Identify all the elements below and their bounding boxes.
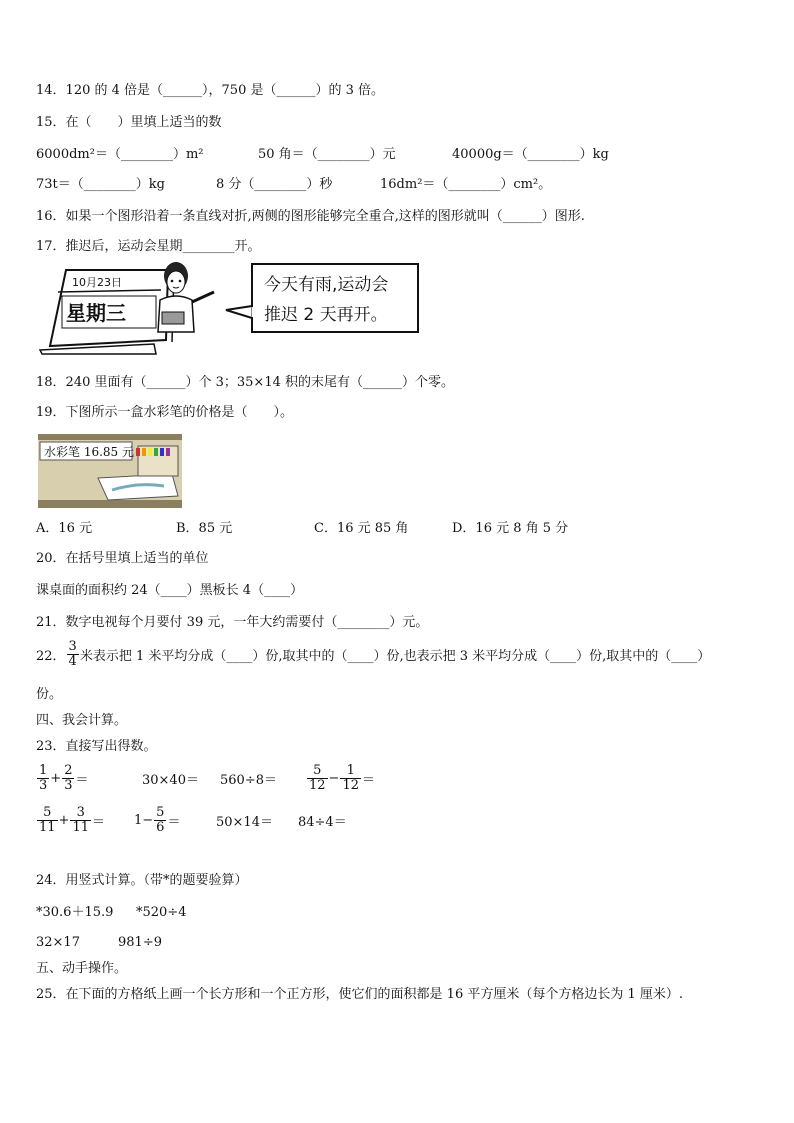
question-23-title: 23．直接写出得数。 — [36, 739, 157, 754]
calendar-weekday: 星期三 — [66, 301, 126, 325]
equals: ＝ — [75, 773, 89, 788]
question-19: 19．下图所示一盒水彩笔的价格是（ ）。 — [36, 405, 294, 420]
q15-row2-b: 8 分（________）秒 — [216, 177, 333, 192]
q23-r1-c: 560÷8＝ — [220, 773, 277, 788]
fraction-3-4 — [67, 640, 79, 669]
q24-r2-b: 981÷9 — [118, 935, 162, 950]
numerator: 2 — [64, 763, 73, 778]
denominator: 6 — [156, 820, 165, 835]
postponed-meeting-illustration — [36, 262, 436, 358]
q19-option-a: A．16 元 — [36, 521, 93, 536]
question-22 — [36, 640, 710, 669]
question-16: 16．如果一个图形沿着一条直线对折,两侧的图形能够完全重合,这样的图形就叫（______）图形. — [36, 209, 585, 224]
calendar-date: 10月23日 — [72, 276, 122, 289]
question-17: 17．推迟后，运动会星期________开。 — [36, 239, 261, 254]
q23-r2-c: 50×14＝ — [216, 815, 273, 830]
q15-row2-a: 73t＝（________）kg — [36, 177, 165, 192]
q23-row-1 — [36, 764, 375, 793]
denominator: 12 — [342, 778, 359, 793]
equals: ＝ — [167, 815, 181, 830]
q19-option-d: D．16 元 8 角 5 分 — [452, 521, 569, 536]
question-25: 25．在下面的方格纸上画一个长方形和一个正方形，使它们的面积都是 16 平方厘米（每个方格边长为 1 厘米）. — [36, 987, 684, 1002]
numerator: 5 — [37, 806, 58, 821]
q23-r1-a — [36, 764, 142, 793]
operator: − — [328, 771, 340, 786]
denominator: 11 — [72, 820, 89, 835]
q15-row1-a: 6000dm²＝（________）m² — [36, 147, 204, 162]
q15-row1-b: 50 角＝（________）元 — [258, 147, 396, 162]
question-21: 21．数字电视每个月要付 39 元，一年大约需要付（________）元。 — [36, 615, 429, 630]
equals: ＝ — [92, 815, 106, 830]
fraction-denominator: 4 — [68, 654, 77, 669]
q22-text: 米表示把 1 米平均分成（____）份,取其中的（____）份,也表示把 3 米平均分成（____）份,取其中的（____） — [79, 649, 711, 664]
question-14: 14．120 的 4 倍是（______），750 是（______）的 3 倍。 — [36, 83, 385, 98]
price-tag: 水彩笔 16.85 元 — [44, 445, 134, 459]
section-5-heading: 五、动手操作。 — [36, 961, 128, 976]
speech-line-1: 今天有雨,运动会 — [264, 275, 389, 295]
q22-number: 22． — [36, 649, 66, 664]
expression-prefix: 1− — [134, 813, 154, 828]
q23-r2-b — [134, 806, 216, 835]
q23-r1-d — [306, 764, 375, 793]
q24-r1-a: *30.6＋15.9 — [36, 905, 114, 920]
q15-row2-c: 16dm²＝（________）cm²。 — [380, 177, 552, 192]
q24-r1-b: *520÷4 — [136, 905, 187, 920]
q23-r1-b: 30×40＝ — [142, 773, 199, 788]
numerator: 5 — [307, 764, 328, 779]
section-4-heading: 四、我会计算。 — [36, 713, 128, 728]
equals: ＝ — [362, 773, 376, 788]
numerator: 1 — [39, 763, 48, 778]
question-18: 18．240 里面有（______）个 3；35×14 积的末尾有（______）个零。 — [36, 375, 454, 390]
denominator: 11 — [39, 820, 56, 835]
q15-row1-c: 40000g＝（________）kg — [452, 147, 609, 162]
q24-r2-a: 32×17 — [36, 935, 80, 950]
q23-r2-a — [36, 806, 134, 835]
question-20-title: 20．在括号里填上适当的单位 — [36, 551, 209, 566]
denominator: 3 — [39, 778, 48, 793]
question-22-continued: 份。 — [36, 687, 63, 702]
numerator: 1 — [340, 764, 361, 779]
denominator: 12 — [309, 778, 326, 793]
numerator: 5 — [156, 805, 165, 820]
teacher-picture — [158, 262, 214, 332]
operator: + — [58, 813, 70, 828]
speech-line-2: 推迟 2 天再开。 — [264, 305, 388, 325]
q19-option-b: B．85 元 — [176, 521, 233, 536]
question-15-title: 15．在（ ）里填上适当的数 — [36, 115, 222, 130]
fraction-numerator: 3 — [68, 639, 77, 654]
operator: + — [50, 771, 62, 786]
watercolor-pens-picture — [38, 434, 182, 508]
question-20-text: 课桌面的面积约 24（____）黑板长 4（____） — [36, 583, 304, 598]
numerator: 3 — [70, 806, 91, 821]
question-24-title: 24．用竖式计算。（带*的题要验算） — [36, 873, 248, 888]
q23-row-2 — [36, 806, 347, 835]
denominator: 3 — [64, 778, 73, 793]
q23-r2-d: 84÷4＝ — [298, 815, 347, 830]
q19-option-c: C．16 元 85 角 — [314, 521, 409, 536]
